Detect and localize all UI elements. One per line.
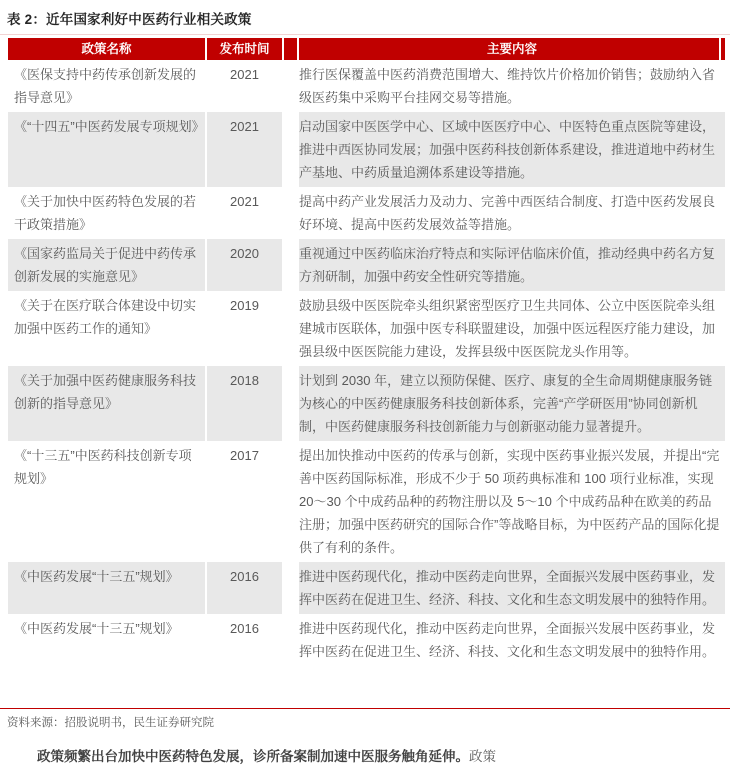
policy-name-cell: 《国家药监局关于促进中药传承创新发展的实施意见》	[8, 239, 205, 291]
policy-name-cell: 《中医药发展“十三五”规划》	[8, 562, 205, 614]
main-content-cell: 推进中医药现代化，推动中医药走向世界，全面振兴发展中医药事业，发挥中医药在促进卫生、经济、科技、文化和生态文明发展中的独特作用。	[299, 621, 716, 659]
column-spacer	[284, 60, 297, 112]
main-content-cell: 推行医保覆盖中医药消费范围增大、维持饮片价格加价销售；鼓励纳入省级医药集中采购平台挂网交易等措施。	[299, 67, 716, 105]
policy-name-cell: 《“十三五”中医药科技创新专项规划》	[14, 448, 192, 486]
table-row	[8, 239, 725, 291]
column-spacer	[284, 562, 297, 614]
policy-name-cell: 《关于加快中医药特色发展的若干政策措施》	[14, 194, 197, 232]
publish-year-cell: 2019	[230, 298, 259, 313]
publish-year-cell: 2016	[207, 562, 282, 614]
policy-name-cell: 《关于在医疗联合体建设中切实加强中医药工作的通知》	[14, 298, 197, 336]
main-content-cell: 启动国家中医医学中心、区域中医医疗中心、中医特色重点医院等建设，推进中西医协同发展；加强中医药科技创新体系建设，推进道地中药材生产基地、中药质量追溯体系建设等措施。	[299, 112, 725, 187]
publish-year-cell: 2016	[230, 621, 259, 636]
source-note: 资料来源：招股说明书，民生证券研究院	[7, 717, 214, 729]
table-row	[8, 60, 725, 112]
main-content-cell: 鼓励县级中医医院牵头组织紧密型医疗卫生共同体、公立中医医院牵头组建城市医联体，加强中医专科联盟建设，加强中医远程医疗能力建设，加强县级中医医院能力建设，发挥县级中医医院龙头作用等。	[299, 298, 716, 359]
table-row	[8, 614, 725, 666]
policy-name-cell: 《医保支持中药传承创新发展的指导意见》	[14, 67, 197, 105]
title-underline	[0, 34, 730, 35]
policy-name-cell: 《关于加强中医药健康服务科技创新的指导意见》	[8, 366, 205, 441]
header-cell-policy-name: 政策名称	[8, 38, 205, 60]
publish-year-cell: 2021	[230, 194, 259, 209]
column-spacer	[284, 187, 297, 239]
footnote-normal: 政策	[469, 749, 496, 764]
policy-name-cell: 《“十四五”中医药发展专项规划》	[8, 112, 205, 187]
column-spacer	[284, 112, 297, 187]
column-spacer	[284, 366, 297, 441]
publish-year-cell: 2018	[207, 366, 282, 441]
publish-year-cell: 2017	[230, 448, 259, 463]
header-cell-publish-date: 发布时间	[207, 38, 282, 60]
table-row	[8, 441, 725, 562]
table-row	[8, 562, 725, 614]
table-row	[8, 112, 725, 187]
table-row	[8, 291, 725, 366]
header-spacer	[284, 38, 297, 60]
publish-year-cell: 2021	[207, 112, 282, 187]
main-content-cell: 计划到 2030 年，建立以预防保健、医疗、康复的全生命周期健康服务链为核心的中医药健康服务科技创新体系，完善“产学研医用”协同创新机制，中医药健康服务科技创新能力与创新驱动能力显著提升。	[299, 366, 725, 441]
header-cell-main-content: 主要内容	[299, 38, 725, 60]
table-header-row	[8, 38, 725, 60]
table-row	[8, 187, 725, 239]
table-row	[8, 366, 725, 441]
table-title: 表 2：近年国家利好中医药行业相关政策	[7, 12, 252, 27]
footnote-bold: 政策频繁出台加快中医药特色发展，诊所备案制加速中医服务触角延伸。	[37, 749, 469, 764]
column-spacer	[284, 441, 297, 562]
policy-table	[8, 38, 725, 712]
publish-year-cell: 2020	[207, 239, 282, 291]
column-spacer	[284, 239, 297, 291]
footnote-text	[37, 745, 496, 765]
main-content-cell: 提高中药产业发展活力及动力、完善中西医结合制度、打造中医药发展良好环境、提高中医药发展效益等措施。	[299, 194, 716, 232]
main-content-cell: 重视通过中医药临床治疗特点和实际评估临床价值，推动经典中药名方复方剂研制，加强中药安全性研究等措施。	[299, 239, 725, 291]
divider-line	[0, 708, 730, 709]
column-spacer	[284, 614, 297, 666]
main-content-cell: 提出加快推动中医药的传承与创新，实现中医药事业振兴发展，并提出“完善中医药国际标准，形成不少于 50 项药典标准和 100 项行业标准，实现 20～30 个中成药品种的药物注册以及 5～10 个中成药品种在欧美的药品注册；加强中医药研究的国际合作”等战略目标，为中医药产品的国际化提供了有利的条件。	[299, 448, 720, 555]
policy-name-cell: 《中医药发展“十三五”规划》	[14, 621, 179, 636]
main-content-cell: 推进中医药现代化，推动中医药走向世界，全面振兴发展中医药事业，发挥中医药在促进卫生、经济、科技、文化和生态文明发展中的独特作用。	[299, 562, 725, 614]
publish-year-cell: 2021	[230, 67, 259, 82]
column-spacer	[284, 291, 297, 366]
